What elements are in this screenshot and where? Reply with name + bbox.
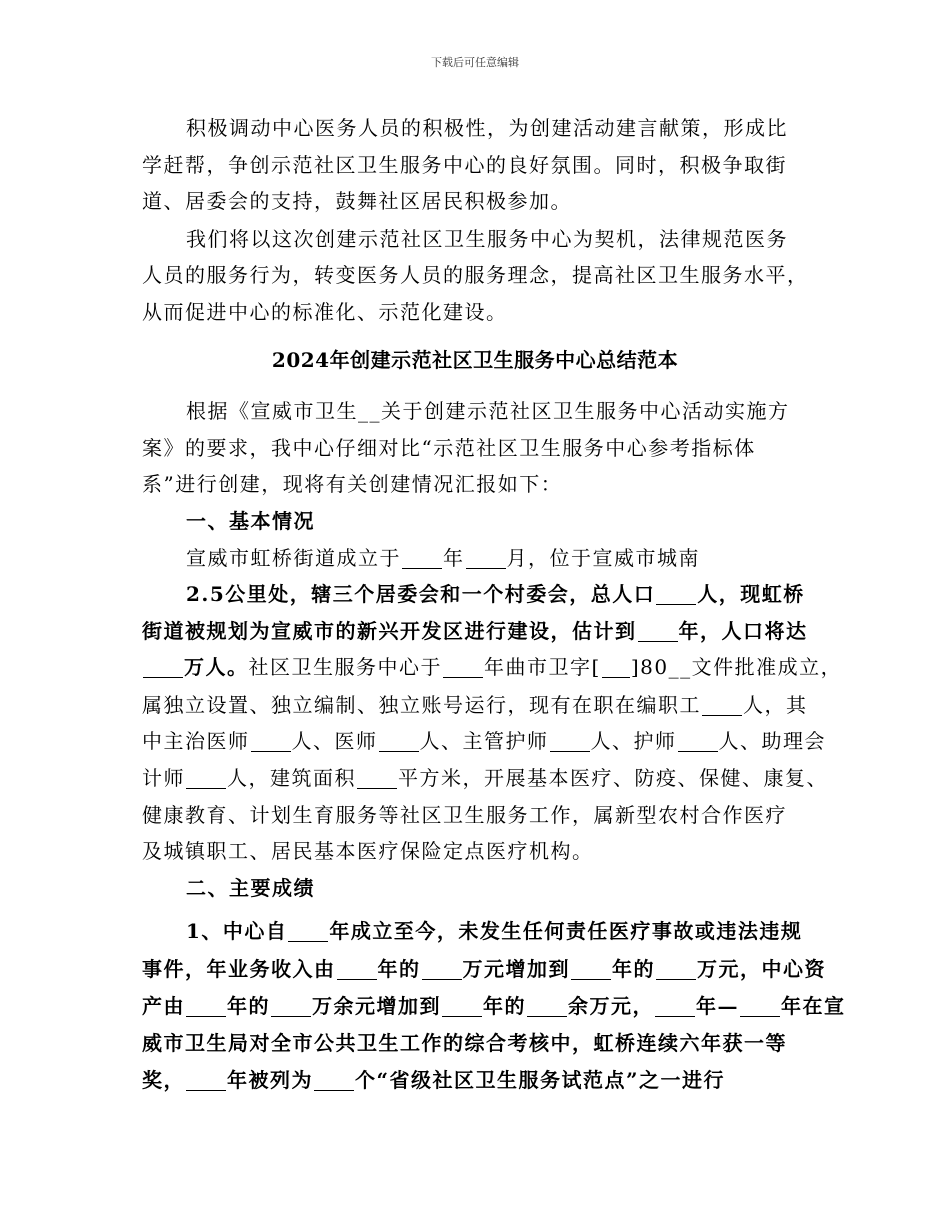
paragraph-line: 人员的服务行为，转变医务人员的服务理念，提高社区卫生服务水平， <box>142 263 809 287</box>
paragraph-line: 产由 年的 万余元增加到 年的 余万元， 年— 年在宣 <box>142 994 846 1018</box>
paragraph-line: 计师 人，建筑面积 平方米，开展基本医疗、防疫、保健、康复、 <box>142 766 828 790</box>
paragraph-line: 案》的要求，我中心仔细对比“示范社区卫生服务中心参考指标体 <box>142 436 756 460</box>
paragraph-line: 从而促进中心的标准化、示范化建设。 <box>142 300 508 324</box>
paragraph-line: 事件，年业务收入由 年的 万元增加到 年的 万元，中心资 <box>142 957 826 981</box>
paragraph-line: 奖， 年被列为 个“省级社区卫生服务试范点”之一进行 <box>142 1068 726 1092</box>
paragraph-line: 中主治医师 人、医师 人、主管护师 人、护师 人、助理会 <box>142 729 826 753</box>
paragraph-line: 我们将以这次创建示范社区卫生服务中心为契机，法律规范医务 <box>186 227 788 251</box>
paragraph-line: 及城镇职工、居民基本医疗保险定点医疗机构。 <box>142 839 594 863</box>
paragraph-line: 积极调动中心医务人员的积极性，为创建活动建言献策，形成比 <box>186 116 788 140</box>
paragraph-line: 属独立设置、独立编制、独立账号运行，现有在职在编职工 人，其 <box>142 693 808 717</box>
paragraph-line: 学赶帮，争创示范社区卫生服务中心的良好氛围。同时，积极争取街 <box>142 153 787 177</box>
page-header: 下载后可任意编辑 <box>431 56 519 69</box>
paragraph-line: 2.5公里处，辖三个居委会和一个村委会，总人口 人，现虹桥 <box>186 582 805 606</box>
paragraph-line: 街道被规划为宣威市的新兴开发区进行建设，估计到 年，人口将达 <box>142 619 808 643</box>
paragraph-line: 根据《宣威市卫生__关于创建示范社区卫生服务中心活动实施方 <box>186 399 790 423</box>
paragraph-line: 道、居委会的支持，鼓舞社区居民积极参加。 <box>142 189 572 213</box>
section-heading: 二、主要成绩 <box>186 876 315 900</box>
paragraph-line: 健康教育、计划生育服务等社区卫生服务工作，属新型农村合作医疗 <box>142 803 787 827</box>
paragraph-line: 1、中心自 年成立至今，未发生任何责任医疗事故或违法违规 <box>186 919 803 943</box>
section-heading: 一、基本情况 <box>186 509 315 533</box>
paragraph-line: 威市卫生局对全市公共卫生工作的综合考核中，虹桥连续六年获一等 <box>142 1031 787 1055</box>
paragraph-line: 系”进行创建，现将有关创建情况汇报如下： <box>142 472 563 496</box>
paragraph-line: 宣威市虹桥街道成立于 年 月，位于宣威市城南 <box>186 546 700 570</box>
document-title: 2024年创建示范社区卫生服务中心总结范本 <box>271 348 679 372</box>
paragraph-line: 万人。社区卫生服务中心于 年曲市卫字[ ]80__文件批准成立， <box>142 649 842 685</box>
